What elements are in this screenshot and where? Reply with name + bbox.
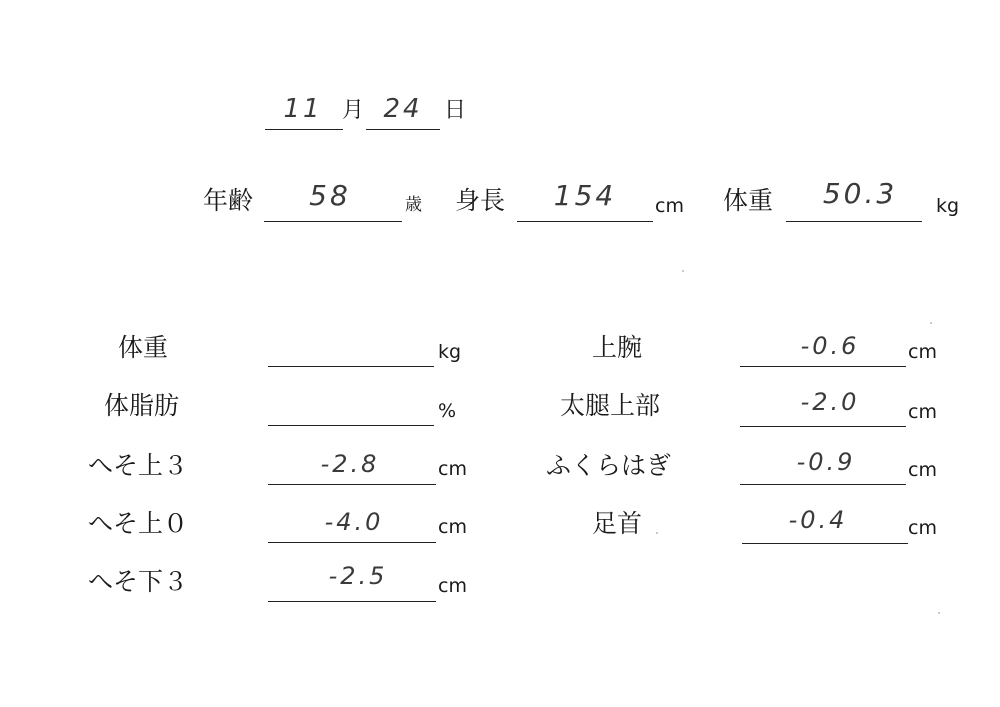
left-row-value[interactable]: -4.0 <box>324 508 384 536</box>
right-row-label: ふくらはぎ <box>546 451 672 480</box>
left-row-unit: % <box>438 400 457 422</box>
left-row-underline <box>268 542 436 543</box>
right-row-label: 太腿上部 <box>560 391 661 420</box>
right-row-unit: cm <box>908 341 937 363</box>
right-row-underline <box>740 484 906 485</box>
height-value[interactable]: 154 <box>553 179 617 212</box>
right-row-underline <box>742 543 908 544</box>
month-label: 月 <box>342 98 365 123</box>
right-row-value[interactable]: -0.4 <box>788 506 848 534</box>
month-value[interactable]: 11 <box>283 94 323 124</box>
age-label: 年齢 <box>203 186 254 215</box>
right-row-underline <box>740 426 906 427</box>
right-row-value[interactable]: -0.9 <box>796 448 856 476</box>
left-row-unit: cm <box>438 458 467 480</box>
day-value[interactable]: 24 <box>383 94 423 124</box>
left-row-underline <box>268 601 436 602</box>
age-value[interactable]: 58 <box>309 179 351 212</box>
left-row-unit: cm <box>438 516 467 538</box>
right-row-unit: cm <box>908 401 937 423</box>
scan-speck <box>938 612 940 614</box>
weight-value[interactable]: 50.3 <box>822 177 898 210</box>
weight-underline <box>786 221 922 222</box>
left-row-value[interactable]: -2.8 <box>320 450 380 478</box>
left-row-label: 体重 <box>118 333 169 362</box>
right-row-value[interactable]: -0.6 <box>800 332 860 360</box>
height-label: 身長 <box>455 186 506 215</box>
right-row-unit: cm <box>908 517 937 539</box>
left-row-underline <box>268 366 434 367</box>
right-row-value[interactable]: -2.0 <box>800 388 860 416</box>
age-unit: 歳 <box>405 195 422 215</box>
left-row-label: へそ上０ <box>88 509 189 538</box>
left-row-underline <box>268 484 436 485</box>
right-row-unit: cm <box>908 459 937 481</box>
right-row-label: 上腕 <box>592 333 643 362</box>
right-row-label: 足首 <box>592 509 643 538</box>
scan-speck <box>930 322 932 324</box>
day-label: 日 <box>444 98 467 123</box>
scan-speck <box>656 532 658 534</box>
left-row-label: へそ下３ <box>88 567 189 596</box>
left-row-label: へそ上３ <box>88 451 189 480</box>
age-underline <box>264 221 402 222</box>
left-row-label: 体脂肪 <box>104 391 180 420</box>
month-underline <box>265 129 343 130</box>
scan-speck <box>682 270 684 272</box>
day-underline <box>366 129 440 130</box>
height-underline <box>517 221 653 222</box>
left-row-unit: cm <box>438 575 467 597</box>
weight-label: 体重 <box>723 186 774 215</box>
left-row-underline <box>268 425 434 426</box>
left-row-value[interactable]: -2.5 <box>328 562 388 590</box>
weight-unit: kg <box>936 195 960 217</box>
left-row-unit: kg <box>438 341 462 363</box>
right-row-underline <box>740 366 906 367</box>
height-unit: cm <box>655 195 684 217</box>
